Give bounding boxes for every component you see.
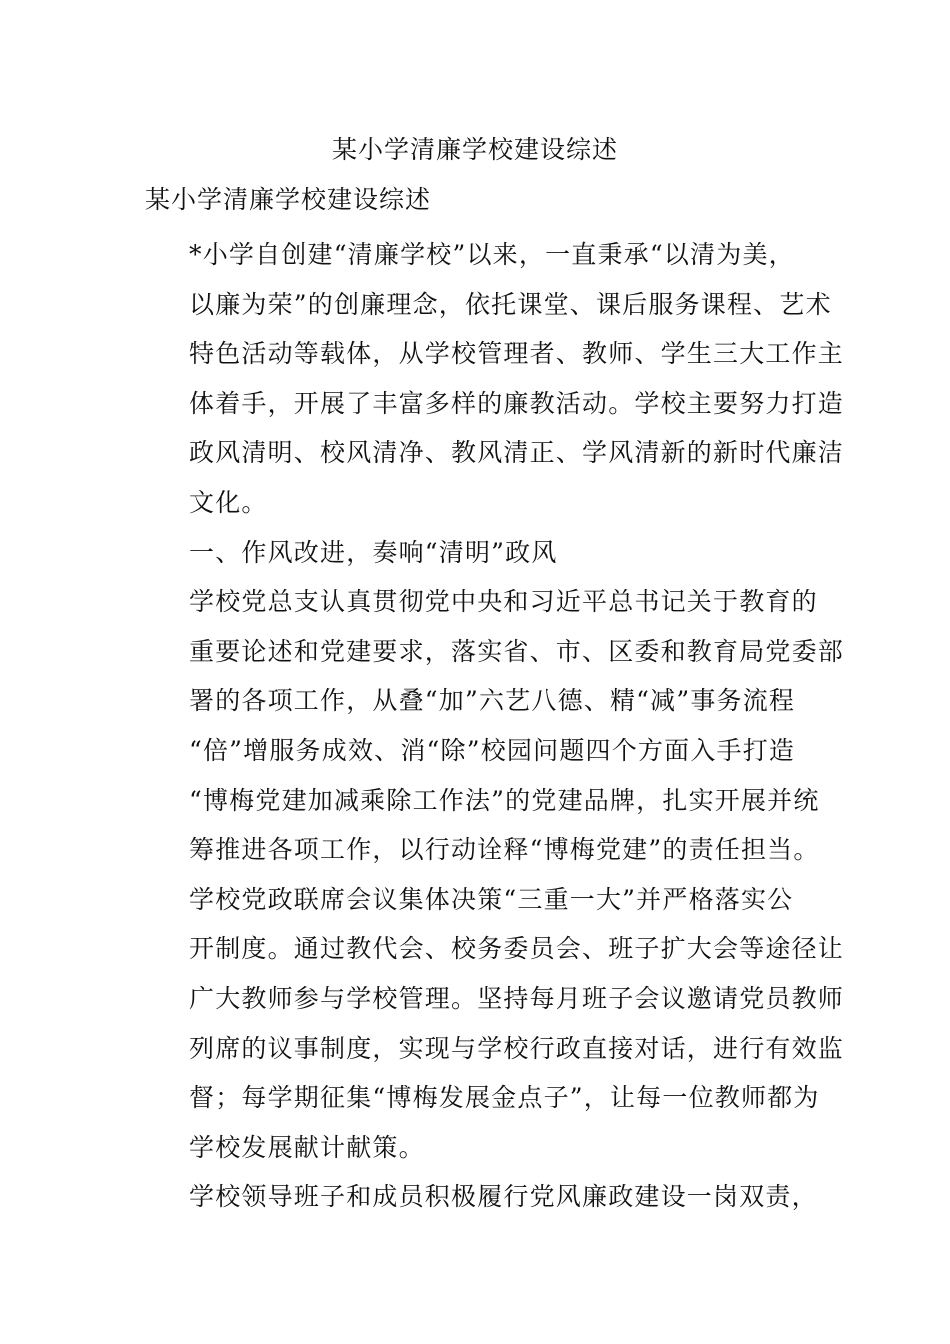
document-title: 某小学清廉学校建设综述 bbox=[331, 135, 618, 164]
paragraph-leadership bbox=[145, 1172, 818, 1222]
text-line: “倍”增服务成效、消“除”校园问题四个方面入手打造 bbox=[189, 735, 796, 765]
text-line: 广大教师参与学校管理。坚持每月班子会议邀请党员教师 bbox=[189, 983, 845, 1013]
document-subtitle: 某小学清廉学校建设综述 bbox=[145, 185, 432, 214]
text-line: “博梅党建加减乘除工作法”的党建品牌，扎实开展并统 bbox=[189, 785, 820, 815]
text-line: 学校领导班子和成员积极履行党风廉政建设一岗双责， bbox=[189, 1182, 818, 1212]
text-line: 重要论述和党建要求，落实省、市、区委和教育局党委部 bbox=[189, 636, 845, 666]
text-line: 督；每学期征集“博梅发展金点子”，让每一位教师都为 bbox=[189, 1083, 820, 1113]
text-line: *小学自创建“清廉学校”以来，一直秉承“以清为美， bbox=[189, 240, 795, 269]
text-line: 学校党总支认真贯彻党中央和习近平总书记关于教育的 bbox=[189, 587, 818, 617]
text-line: 以廉为荣”的创廉理念，依托课堂、课后服务课程、艺术 bbox=[189, 289, 832, 319]
text-line: 筹推进各项工作，以行动诠释“博梅党建”的责任担当。 bbox=[189, 835, 820, 865]
text-line: 文化。 bbox=[189, 487, 268, 517]
document-body bbox=[145, 230, 845, 1222]
text-line: 学校发展献计献策。 bbox=[189, 1132, 425, 1162]
paragraph-party-branch bbox=[145, 577, 845, 875]
section-heading-1 bbox=[145, 528, 810, 578]
text-line: 特色活动等载体，从学校管理者、教师、学生三大工作主 bbox=[189, 339, 845, 369]
text-line: 体着手，开展了丰富多样的廉教活动。学校主要努力打造 bbox=[189, 388, 845, 418]
paragraph-joint-meeting bbox=[145, 875, 845, 1173]
text-line: 署的各项工作，从叠“加”六艺八德、精“减”事务流程 bbox=[189, 686, 796, 716]
text-line: 一、作风改进，奏响“清明”政风 bbox=[189, 537, 558, 567]
paragraph-intro bbox=[145, 230, 845, 528]
text-line: 学校党政联席会议集体决策“三重一大”并严格落实公 bbox=[189, 884, 794, 914]
text-line: 列席的议事制度，实现与学校行政直接对话，进行有效监 bbox=[189, 1033, 845, 1063]
text-line: 开制度。通过教代会、校务委员会、班子扩大会等途径让 bbox=[189, 934, 845, 964]
text-line: 政风清明、校风清净、教风清正、学风清新的新时代廉洁 bbox=[189, 438, 845, 468]
